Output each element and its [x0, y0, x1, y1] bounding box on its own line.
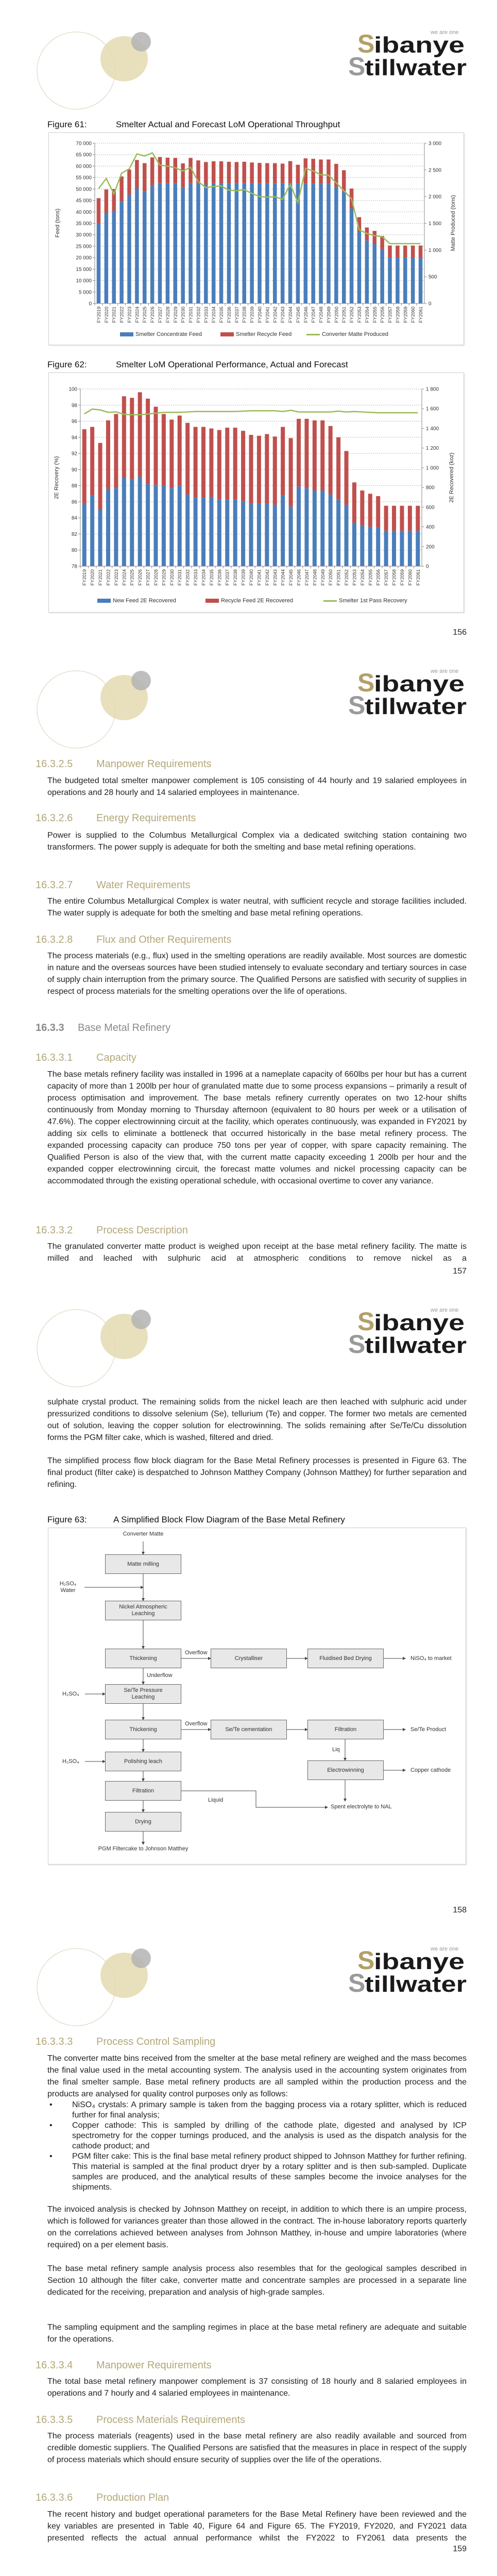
- x-tick-label: FY2055: [372, 307, 378, 323]
- right-tick-label: 3 000: [429, 141, 442, 147]
- right-tick-label: 600: [426, 504, 435, 511]
- x-tick-label: FY2060: [410, 307, 416, 323]
- figure-62-label: Figure 62:: [47, 360, 87, 369]
- x-tick-label: FY2035: [209, 569, 214, 586]
- section-title-water: Water Requirements: [96, 879, 191, 891]
- bullet-icon: •: [49, 2121, 53, 2130]
- x-tick-label: FY2056: [375, 569, 381, 586]
- left-tick-label: 5 000: [78, 290, 92, 296]
- right-tick-label: 1 600: [426, 406, 439, 412]
- page-159: [0, 1917, 497, 2555]
- x-tick-label: FY2044: [280, 569, 286, 586]
- paragraph: The granulated converter matte product is weighed upon receipt at the base metal refinery facility. The matte is milled and leached with sulphuric acid at atmospheric conditions to remove nickel as a: [47, 1242, 467, 1263]
- chart1-right-axis-title: Matte Produced (tons): [450, 195, 456, 251]
- x-tick-label: FY2035: [219, 307, 225, 323]
- left-tick-label: 60 000: [76, 163, 92, 170]
- paragraph: The invoiced analysis is checked by Johnson Matthey on receipt, in addition to which there is an umpire process, which is followed for variances greater than those allowed in the contract. The in-house laboratory reports quarterly on the correlations achieved between analyses from Johnson Matthey, in-house and umpire laboratories (where required) on a per element basis.: [47, 2205, 467, 2249]
- chart2-legend-recycle: [205, 598, 293, 604]
- label-h2so4-water: H₂SO₄ Water: [59, 1581, 77, 1594]
- diagram-output-label: PGM Filtercake to Johnson Matthey: [98, 1845, 188, 1852]
- left-tick-label: 50 000: [76, 187, 92, 193]
- x-tick-label: FY2055: [368, 569, 373, 586]
- x-tick-label: FY2032: [185, 569, 191, 586]
- x-tick-label: FY2025: [129, 569, 135, 586]
- x-tick-label: FY2036: [217, 569, 222, 586]
- left-tick-label: 94: [71, 435, 77, 441]
- x-tick-label: FY2039: [249, 307, 255, 323]
- x-tick-label: FY2048: [318, 307, 324, 323]
- sampling-bullet-list: [47, 2100, 467, 2193]
- right-tick-label: 0: [429, 301, 432, 307]
- x-tick-label: FY2051: [341, 307, 347, 323]
- section-title-manpower: Manpower Requirements: [96, 758, 212, 770]
- legend-label: Smelter Recycle Feed: [236, 331, 292, 337]
- x-tick-label: FY2024: [134, 307, 140, 323]
- x-tick-label: FY2026: [138, 569, 143, 586]
- chart2-right-axis-title: 2E Recovered (koz): [449, 452, 455, 503]
- bullet-icon: •: [49, 2100, 53, 2109]
- x-tick-label: FY2024: [122, 569, 127, 586]
- chart1-legend-matte: [306, 331, 388, 337]
- page-157: [0, 639, 497, 1278]
- x-tick-label: FY2029: [161, 569, 167, 586]
- page-number: 156: [453, 628, 467, 637]
- svg-text:we are one: we are one: [431, 1946, 459, 1952]
- figure-63-label: Figure 63:: [47, 1515, 87, 1524]
- sibanye-stillwater-logo: [348, 1304, 468, 1356]
- x-tick-label: FY2019: [82, 569, 88, 586]
- section-title-base-metal-refinery: Base Metal Refinery: [78, 1022, 171, 1033]
- x-tick-label: FY2025: [142, 307, 148, 323]
- x-tick-label: FY2045: [288, 569, 294, 586]
- x-tick-label: FY2030: [180, 307, 186, 323]
- x-tick-label: FY2022: [106, 569, 111, 586]
- svg-text:we are one: we are one: [431, 668, 459, 674]
- section-title-process-materials: Process Materials Requirements: [96, 2414, 245, 2426]
- x-tick-label: FY2037: [234, 307, 239, 323]
- left-tick-label: 86: [71, 499, 77, 505]
- svg-text:we are one: we are one: [431, 29, 459, 36]
- x-tick-label: FY2040: [249, 569, 254, 586]
- x-tick-label: FY2053: [356, 307, 362, 323]
- x-tick-label: FY2040: [257, 307, 263, 323]
- svg-text:S: S: [348, 52, 366, 78]
- box-filtration-right: Filtration: [307, 1720, 384, 1739]
- figure-62-title: Smelter LoM Operational Performance, Actual and Forecast: [116, 360, 348, 369]
- x-tick-label: FY2060: [407, 569, 413, 586]
- x-tick-label: FY2059: [399, 569, 405, 586]
- x-tick-label: FY2031: [177, 569, 183, 586]
- x-tick-label: FY2028: [153, 569, 159, 586]
- svg-text:S: S: [357, 1307, 375, 1336]
- left-tick-label: 40 000: [76, 209, 92, 215]
- section-title-manpower: Manpower Requirements: [96, 2360, 212, 2371]
- legend-swatch-red: [220, 332, 234, 336]
- x-tick-label: FY2031: [188, 307, 194, 323]
- x-tick-label: FY2028: [165, 307, 170, 323]
- page-number: 157: [453, 1267, 467, 1276]
- x-tick-label: FY2046: [296, 569, 302, 586]
- chart-frame-performance: [48, 372, 464, 613]
- label-overflow: Overflow: [185, 1721, 208, 1727]
- sibanye-stillwater-logo: [348, 666, 468, 717]
- x-tick-label: FY2029: [173, 307, 178, 323]
- paragraph: The base metals refinery facility was installed in 1996 at a nameplate capacity of 660lbs per hour but has a current capacity of more than 1 200lb per hour of granulated matte due to some process expansions – primarily a result of process optimisation and improvement. The base metals refinery currently operates on two 12-hour shifts continuously from Monday morning to Thursday afternoon (equivalent to 80 hours per week or a utilisation of 47.6%). The copper electrowinning circuit at the facility, which operates continuously, was expanded in FY2021 by adding six cells to eliminate a bottleneck that occurred historically in the base metal refinery process. The expanded processing capacity can produce 750 tons per year of copper, with spare capacity remaining. The Qualified Person is also of the view that, with the current matte capacity exceeding 1 200lb per hour and the expanded copper electrowinning circuit, the forecast matte volumes and nickel processing capacity can be accommodated through the existing operational schedule, with occasional overtime to cover any variance.: [47, 1070, 467, 1185]
- svg-text:ibanye: ibanye: [374, 1949, 465, 1974]
- x-tick-label: FY2044: [288, 307, 294, 323]
- box-drying: Drying: [105, 1812, 181, 1832]
- svg-text:tillwater: tillwater: [365, 55, 467, 78]
- label-liquid: Liquid: [208, 1797, 224, 1803]
- section-number: 16.3.3.6: [36, 2492, 73, 2503]
- label-h2so4: H₂SO₄: [62, 1758, 79, 1765]
- left-tick-label: 70 000: [76, 141, 92, 147]
- x-tick-label: FY2045: [295, 307, 301, 323]
- legend-label: Converter Matte Produced: [322, 331, 389, 337]
- figure-61-label: Figure 61:: [47, 120, 87, 129]
- x-tick-label: FY2058: [391, 569, 397, 586]
- left-tick-label: 92: [71, 451, 77, 457]
- x-tick-label: FY2019: [96, 307, 101, 323]
- x-tick-label: FY2043: [272, 569, 278, 586]
- figure-63-title: A Simplified Block Flow Diagram of the Base Metal Refinery: [113, 1515, 345, 1524]
- legend-label: Smelter Concentrate Feed: [135, 331, 202, 337]
- x-tick-label: FY2046: [303, 307, 309, 323]
- svg-text:ibanye: ibanye: [374, 32, 465, 58]
- x-tick-label: FY2033: [193, 569, 199, 586]
- right-tick-label: 1 000: [429, 247, 442, 253]
- diagram-input-label: Converter Matte: [123, 1531, 164, 1537]
- x-tick-label: FY2026: [150, 307, 156, 323]
- x-tick-label: FY2047: [311, 307, 316, 323]
- x-tick-label: FY2052: [344, 569, 350, 586]
- paragraph: The process materials (e.g., flux) used in the smelting operations are readily available. Most sources are domestic in nature and the overseas sources have been studied intensely to evaluate secondary and tertiary sources in case of supply chain interruption from the primary source. The Qualified Persons are satisfied with security of supplies in respect of process materials for the smelting operations over the life of operations.: [47, 952, 467, 996]
- box-matte-milling: Matte milling: [105, 1554, 181, 1574]
- svg-text:S: S: [357, 1946, 375, 1975]
- section-number: 16.3.2.5: [36, 758, 73, 770]
- left-tick-label: 100: [68, 386, 77, 393]
- left-tick-label: 80: [71, 548, 77, 554]
- left-tick-label: 30 000: [76, 232, 92, 239]
- right-tick-label: 1 000: [426, 465, 439, 471]
- x-tick-label: FY2047: [304, 569, 310, 586]
- x-tick-label: FY2042: [272, 307, 278, 323]
- right-tick-label: 400: [426, 524, 435, 531]
- page-number: 158: [453, 1906, 467, 1914]
- x-tick-label: FY2054: [359, 569, 365, 586]
- left-tick-label: 15 000: [76, 266, 92, 273]
- paragraph: sulphate crystal product. The remaining solids from the nickel leach are then leached with sulphuric acid under pressurized conditions to dissolve selenium (Se), tellurium (Te) and copper. The former two metals are cemented out of solution, leaving the copper solution for electrowinning. The solids remaining after Se/Te/Cu dissolution forms the PGM filter cake, which is washed, filtered and dried.: [47, 1398, 467, 1442]
- label-h2so4: H₂SO₄: [62, 1691, 79, 1697]
- chart1-legend-recycle: [220, 331, 292, 337]
- box-electrowinning: Electrowinning: [307, 1760, 384, 1780]
- legend-swatch-blue: [120, 332, 133, 336]
- sibanye-stillwater-logo: [348, 1943, 468, 1995]
- x-tick-label: FY2037: [225, 569, 230, 586]
- paragraph: The total base metal refinery manpower complement is 37 consisting of 18 hourly and 8 salaried employees in operations and 7 hourly and 4 salaried employees in maintenance.: [47, 2377, 467, 2398]
- legend-swatch-red: [205, 599, 219, 603]
- svg-text:tillwater: tillwater: [365, 1333, 467, 1356]
- paragraph: Power is supplied to the Columbus Metallurgical Complex via a dedicated switching station containing two transformers. The power supply is adequate for both the smelting and base metal refining operations.: [47, 831, 467, 852]
- section-number: 16.3.2.6: [36, 812, 73, 824]
- x-tick-label: FY2057: [384, 569, 389, 586]
- box-fluidised-bed-drying: Fluidised Bed Drying: [307, 1649, 384, 1668]
- page-number: 159: [453, 2545, 467, 2553]
- box-nickel-atmospheric-leaching: Nickel Atmospheric Leaching: [105, 1601, 181, 1620]
- box-polishing-leach: Polishing leach: [105, 1752, 181, 1771]
- x-tick-label: FY2020: [104, 307, 109, 323]
- x-tick-label: FY2042: [264, 569, 270, 586]
- section-number: 16.3.2.8: [36, 934, 73, 945]
- left-tick-label: 10 000: [76, 278, 92, 284]
- left-tick-label: 98: [71, 402, 77, 409]
- svg-text:tillwater: tillwater: [365, 694, 467, 717]
- right-tick-label: 1 200: [426, 446, 439, 452]
- x-tick-label: FY2034: [201, 569, 207, 586]
- list-item-text: Copper cathode: This is sampled by drilling of the cathode plate, digested and analysed by ICP spectrometry for the copper turnings produced, and the analysis is used as the dispatch analysis for the cathode product; and: [72, 2121, 467, 2150]
- section-number: 16.3.3.4: [36, 2360, 73, 2371]
- x-tick-label: FY2038: [233, 569, 238, 586]
- svg-text:tillwater: tillwater: [365, 1972, 467, 1995]
- svg-text:ibanye: ibanye: [374, 1310, 465, 1335]
- section-title-capacity: Capacity: [96, 1052, 136, 1063]
- left-tick-label: 35 000: [76, 221, 92, 227]
- label-sete-product: Se/Te Product: [410, 1726, 447, 1733]
- x-tick-label: FY2056: [380, 307, 385, 323]
- box-sete-cementation: Se/Te cementation: [211, 1720, 287, 1739]
- chart2-legend-recovery: [323, 598, 407, 604]
- right-tick-label: 1 400: [426, 426, 439, 432]
- box-filtration-left: Filtration: [105, 1781, 181, 1801]
- x-tick-label: FY2049: [320, 569, 325, 586]
- x-tick-label: FY2057: [387, 307, 393, 323]
- left-tick-label: 96: [71, 419, 77, 425]
- paragraph: The recent history and budget operational parameters for the Base Metal Refinery have been reviewed and the key variables are presented in Table 40, Figure 64 and Figure 65. The FY2019, FY2020, and FY2021 data presented reflects the actual annual performance whilst the FY2022 to FY2061 data presents the: [47, 2510, 467, 2543]
- left-tick-label: 25 000: [76, 244, 92, 250]
- paragraph: The base metal refinery sample analysis process also resembles that for the geological samples described in Section 10 although the filter cake, converter matte and concentrate samples are processed in a separate line dedicated for the receiving, preparation and analysis of high-grade samples.: [47, 2264, 467, 2297]
- x-tick-label: FY2027: [158, 307, 163, 323]
- svg-text:ibanye: ibanye: [374, 671, 465, 697]
- box-sete-pressure-leaching: Se/Te Pressure Leaching: [105, 1684, 181, 1704]
- left-tick-label: 0: [89, 301, 92, 307]
- x-tick-label: FY2032: [196, 307, 201, 323]
- x-tick-label: FY2061: [415, 569, 421, 586]
- section-title-energy: Energy Requirements: [96, 812, 196, 824]
- right-tick-label: 2 500: [429, 167, 442, 174]
- svg-text:S: S: [357, 668, 375, 697]
- paragraph: The sampling equipment and the sampling regimes in place at the base metal refinery are adequate and suitable for the operations.: [47, 2323, 467, 2344]
- chart2-left-axis-title: 2E Recovery (%): [54, 456, 60, 499]
- svg-text:S: S: [348, 1969, 366, 1995]
- list-item-text: NiSO₄ crystals: A primary sample is taken from the bagging process via a rotary splitter, which is reduced further for final analysis;: [72, 2100, 467, 2120]
- section-number: 16.3.3.3: [36, 2036, 73, 2047]
- x-tick-label: FY2022: [119, 307, 125, 323]
- x-tick-label: FY2021: [111, 307, 117, 323]
- right-tick-label: 200: [426, 544, 435, 550]
- bullet-icon: •: [49, 2152, 53, 2161]
- x-tick-label: FY2030: [169, 569, 175, 586]
- right-tick-label: 1 500: [429, 221, 442, 227]
- box-thickening-2: Thickening: [105, 1720, 181, 1739]
- label-niso4-to-market: NiSO₄ to market: [410, 1655, 452, 1662]
- x-tick-label: FY2021: [98, 569, 104, 586]
- x-tick-label: FY2050: [334, 307, 339, 323]
- x-tick-label: FY2023: [127, 307, 132, 323]
- section-title-flux: Flux and Other Requirements: [96, 934, 232, 945]
- paragraph: The converter matte bins received from the smelter at the base metal refinery are weighed and the mass becomes the final value used in the metal accounting system. The analysis used in the accounting system originates from the final smelter sample. Base metal refinery products are all sampled within the production process and the products are analysed for quality control purposes only as follows:: [47, 2054, 467, 2098]
- left-tick-label: 82: [71, 531, 77, 537]
- section-number: 16.3.2.7: [36, 879, 73, 891]
- paragraph: The simplified process flow block diagram for the Base Metal Refinery processes is presented in Figure 63. The final product (filter cake) is despatched to Johnson Matthey Company (Johnson Matthey) for further separation and refining.: [47, 1456, 467, 1489]
- x-tick-label: FY2023: [113, 569, 119, 586]
- x-tick-label: FY2034: [211, 307, 217, 323]
- list-item: [47, 2151, 467, 2193]
- legend-swatch-green: [323, 600, 337, 602]
- x-tick-label: FY2036: [226, 307, 232, 323]
- x-tick-label: FY2051: [336, 569, 341, 586]
- left-tick-label: 45 000: [76, 198, 92, 204]
- right-tick-label: 1 800: [426, 386, 439, 393]
- chart1-legend-concentrate: [120, 331, 202, 337]
- left-tick-label: 90: [71, 467, 77, 473]
- x-tick-label: FY2038: [242, 307, 247, 323]
- left-tick-label: 78: [71, 564, 77, 570]
- section-number: 16.3.3.5: [36, 2414, 73, 2426]
- legend-label: New Feed 2E Recovered: [113, 598, 176, 604]
- box-thickening-1: Thickening: [105, 1649, 181, 1668]
- section-title-process-control-sampling: Process Control Sampling: [96, 2036, 216, 2047]
- x-tick-label: FY2058: [395, 307, 401, 323]
- legend-label: Smelter 1st Pass Recovery: [339, 598, 407, 604]
- x-tick-label: FY2041: [256, 569, 262, 586]
- x-tick-label: FY2050: [328, 569, 334, 586]
- chart1-left-axis-title: Feed (tons): [55, 208, 61, 238]
- x-tick-label: FY2061: [418, 307, 424, 323]
- x-tick-label: FY2059: [403, 307, 408, 323]
- paragraph: The entire Columbus Metallurgical Complex is water neutral, with sufficient recycle and storage facilities included. The water supply is adequate for both the smelting and base metal refining operations.: [47, 897, 467, 918]
- label-overflow: Overflow: [185, 1650, 208, 1656]
- page-156: [0, 0, 497, 639]
- label-underflow: Underflow: [147, 1672, 173, 1679]
- svg-text:S: S: [348, 691, 366, 717]
- list-item: [47, 2100, 467, 2121]
- list-item: [47, 2121, 467, 2151]
- figure-61-title: Smelter Actual and Forecast LoM Operational Throughput: [116, 120, 340, 129]
- box-crystalliser: Crystalliser: [211, 1649, 287, 1668]
- x-tick-label: FY2039: [241, 569, 246, 586]
- left-tick-label: 20 000: [76, 255, 92, 261]
- legend-swatch-green: [306, 334, 320, 335]
- section-title-production-plan: Production Plan: [96, 2492, 169, 2503]
- right-tick-label: 2 000: [429, 194, 442, 200]
- right-tick-label: 800: [426, 485, 435, 491]
- legend-swatch-blue: [97, 599, 111, 603]
- svg-text:we are one: we are one: [431, 1307, 459, 1313]
- left-tick-label: 55 000: [76, 175, 92, 181]
- sibanye-stillwater-logo: [348, 27, 468, 78]
- right-tick-label: 500: [429, 274, 437, 280]
- x-tick-label: FY2020: [90, 569, 95, 586]
- right-tick-label: 0: [426, 564, 429, 570]
- legend-label: Recycle Feed 2E Recovered: [221, 598, 294, 604]
- chart2-legend-new-feed: [97, 598, 176, 604]
- label-spent-electrolyte: Spent electrolyte to NAL: [331, 1804, 392, 1810]
- section-number: 16.3.3: [36, 1022, 64, 1033]
- x-tick-label: FY2033: [203, 307, 209, 323]
- label-liq: Liq: [332, 1747, 340, 1753]
- paragraph: The process materials (reagents) used in the base metal refinery are also readily available and sourced from credible domestic suppliers. The Qualified Persons are satisfied that the measures in place in respect of the supply of process materials which should ensure security of supplies over the life of the operations.: [47, 2432, 467, 2464]
- x-tick-label: FY2027: [145, 569, 151, 586]
- left-tick-label: 65 000: [76, 152, 92, 158]
- section-number: 16.3.3.1: [36, 1052, 73, 1063]
- x-tick-label: FY2049: [326, 307, 332, 323]
- label-copper-cathode: Copper cathode: [410, 1767, 451, 1773]
- x-tick-label: FY2053: [352, 569, 357, 586]
- x-tick-label: FY2048: [312, 569, 318, 586]
- list-item-text: PGM filter cake: This is the final base metal refinery product shipped to Johnson Matthey for further refining. This material is sampled at the final product dryer by a rotary splitter and is then sub-sampled. Duplicate samples are produced, and the analytical results of these samples become the invoice analyses for the shipments.: [72, 2152, 467, 2192]
- left-tick-label: 88: [71, 483, 77, 489]
- left-tick-label: 84: [71, 515, 77, 521]
- x-tick-label: FY2043: [280, 307, 286, 323]
- x-tick-label: FY2054: [364, 307, 370, 323]
- section-number: 16.3.3.2: [36, 1225, 73, 1236]
- svg-text:S: S: [357, 29, 375, 58]
- chart-frame-throughput: [48, 132, 464, 345]
- svg-text:S: S: [348, 1330, 366, 1356]
- x-tick-label: FY2052: [349, 307, 355, 323]
- page-158: [0, 1278, 497, 1917]
- paragraph: The budgeted total smelter manpower complement is 105 consisting of 44 hourly and 19 salaried employees in operations and 28 hourly and 14 salaried employees in maintenance.: [47, 776, 467, 797]
- x-tick-label: FY2041: [265, 307, 270, 323]
- section-title-process-description: Process Description: [96, 1225, 188, 1236]
